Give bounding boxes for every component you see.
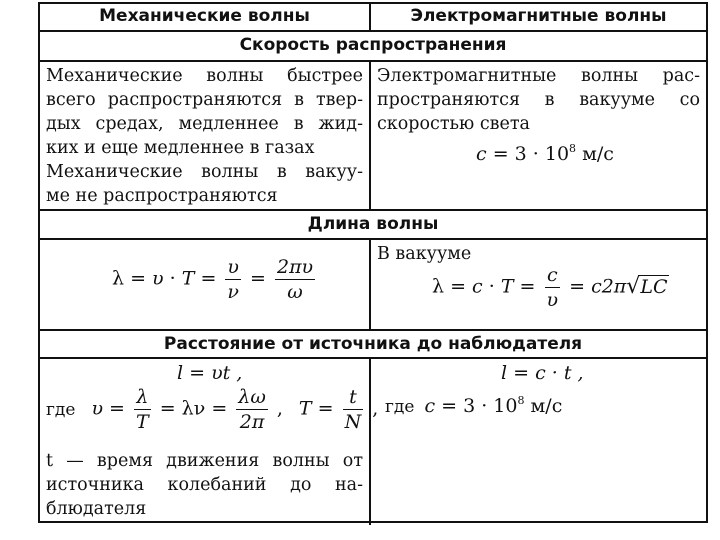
comparison-table: [38, 2, 708, 523]
denominator: υ: [546, 289, 559, 311]
formula-part: = 3 · 10: [486, 143, 570, 165]
wavelength-em-formula: [432, 264, 669, 311]
distance-time-text: [40, 449, 369, 521]
formula-exponent: 8: [517, 394, 525, 407]
formula-part: м/с: [524, 395, 563, 417]
text-line: ких и еще медленнее в газах: [46, 138, 315, 158]
formula-part: c: [476, 143, 487, 165]
section-title-distance: Расстояние от источника до наблюдателя: [163, 334, 583, 354]
distance-em-formula: l = c · t ,: [501, 362, 584, 384]
numerator: λω: [238, 386, 266, 408]
formula-part: T: [298, 397, 312, 420]
section-title-wavelength: Длина волны: [307, 214, 439, 234]
denominator: ω: [287, 281, 303, 303]
denominator: 2π: [239, 411, 265, 433]
divider: [40, 357, 706, 359]
text-line: Электромагнитные волны рас-: [377, 66, 700, 86]
numerator: 2πυ: [276, 256, 314, 278]
speed-mechanical-text: [40, 64, 369, 208]
formula-part: =: [194, 267, 223, 290]
formula-part: c: [472, 275, 483, 298]
text-line: пространяются в вакууме со: [377, 90, 700, 110]
formula-part: ,: [270, 397, 283, 420]
text-line: В вакууме: [377, 244, 472, 264]
fraction: [545, 264, 561, 311]
wavelength-mechanical-formula: [112, 256, 318, 303]
formula-part: ·: [163, 267, 182, 290]
text-line: скоростью света: [377, 114, 530, 134]
formula-part: где: [46, 399, 76, 420]
formula-part: =: [513, 275, 542, 298]
numerator: υ: [227, 256, 239, 278]
denominator: ν: [227, 281, 239, 303]
formula-part: =: [563, 275, 592, 298]
text-line: ме не распространяются: [46, 186, 278, 206]
numerator: c: [545, 264, 561, 288]
fraction: [236, 386, 268, 433]
text-line: Механические волны быстрее: [46, 66, 363, 86]
section-title-speed: Скорость распространения: [239, 35, 507, 55]
text-line: дых средах, медленнее в жид-: [46, 114, 363, 134]
divider: [40, 238, 706, 240]
formula-part: м/с: [576, 143, 614, 165]
fraction: [134, 386, 151, 433]
column-divider: [369, 357, 371, 525]
header-mechanical: Механические волны: [99, 6, 310, 26]
text-line: t — время движения волны от: [46, 451, 363, 471]
formula-exponent: 8: [569, 142, 577, 155]
denominator: N: [344, 411, 362, 433]
speed-of-light-formula: [476, 142, 614, 165]
numerator: t: [343, 386, 364, 410]
header-electromagnetic: Электромагнитные волны: [410, 6, 667, 26]
radicand: LC: [640, 275, 668, 298]
formula-part: =: [243, 267, 272, 290]
formula-part: T: [181, 267, 195, 290]
formula-part: ,: [366, 397, 379, 420]
text-line: блюдателя: [46, 499, 147, 519]
formula-part: c: [424, 395, 436, 417]
formula-part: = 3 · 10: [435, 395, 518, 417]
wavelength-em-label: [371, 242, 706, 266]
speed-em-text: [371, 64, 706, 136]
formula-part: υ: [152, 267, 164, 290]
text-line: источника колебаний до на-: [46, 475, 363, 495]
formula-part: υ: [91, 397, 103, 420]
numerator: λ: [134, 386, 151, 410]
formula-part: =: [103, 397, 131, 420]
formula-part: λ =: [112, 267, 153, 290]
denominator: T: [136, 411, 149, 433]
fraction: [343, 386, 364, 433]
divider: [40, 60, 706, 62]
formula-part: T: [500, 275, 514, 298]
formula-part: =: [311, 397, 340, 420]
distance-em-speed: [385, 394, 562, 417]
divider: [40, 209, 706, 211]
divider: [40, 329, 706, 331]
formula-part: где: [385, 397, 415, 417]
fraction: [225, 256, 241, 303]
text-line: Механические волны в вакуу-: [46, 162, 363, 182]
text-line: всего распространяются в твер-: [46, 90, 363, 110]
formula-part: λ =: [432, 275, 473, 298]
distance-mechanical-formula: l = υt ,: [177, 362, 243, 384]
sqrt-icon: √: [626, 273, 641, 299]
formula-part: ·: [482, 275, 501, 298]
formula-part: = λν =: [153, 397, 234, 420]
fraction: [275, 256, 315, 303]
formula-part: c2π: [591, 275, 627, 298]
velocity-period-formula: [46, 386, 378, 433]
divider: [40, 30, 706, 32]
